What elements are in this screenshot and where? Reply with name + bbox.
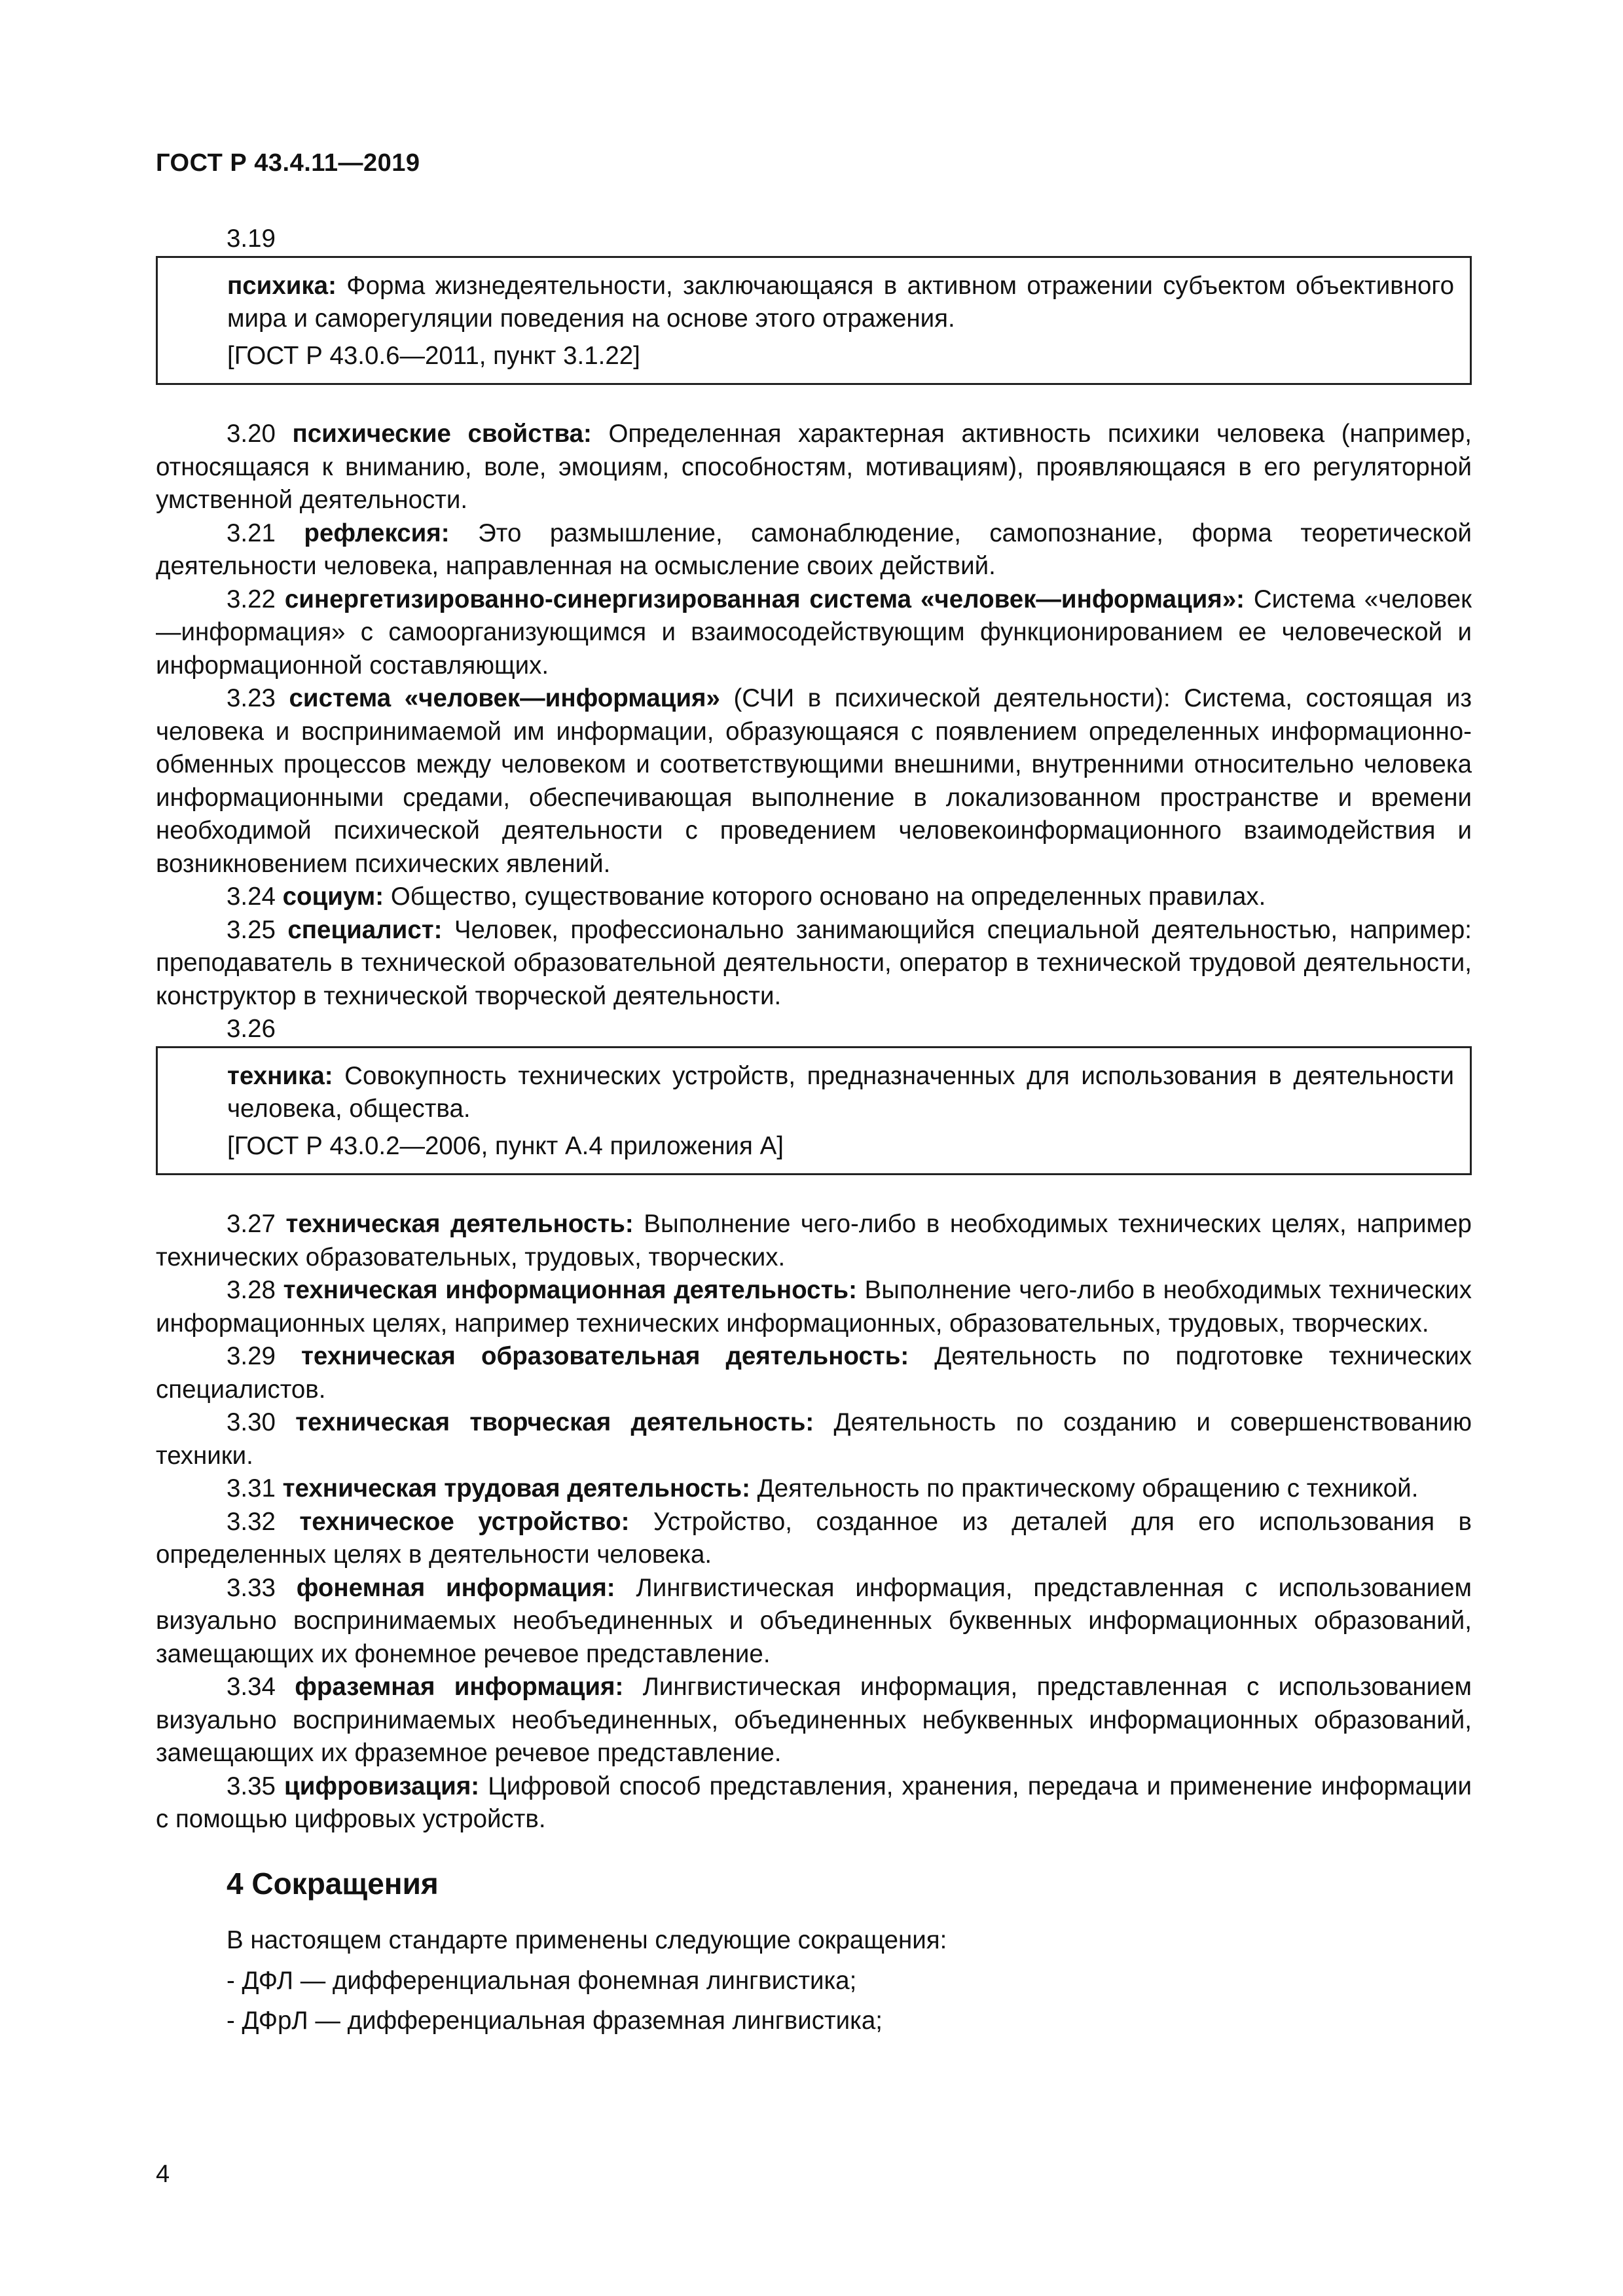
term-entry bbox=[156, 881, 1472, 914]
term-entry bbox=[156, 1506, 1472, 1572]
page-number: 4 bbox=[156, 2160, 170, 2188]
term-entry bbox=[156, 418, 1472, 517]
section-title: 4 Сокращения bbox=[227, 1866, 439, 1901]
definition-text: Лингвистическая информация, представленная с использованием визуально воспринимаемых необъединенных и объединенных буквенных информационных образований, замещающих их фонемное речевое представление. bbox=[156, 1573, 1472, 1668]
term-number: 3.19 bbox=[227, 225, 276, 253]
term-entry bbox=[156, 1572, 1472, 1671]
term-name: система «человек—информация» bbox=[289, 684, 720, 712]
definition-text: Система «человек—информация» с самоорганизующимся и взаимосодействующим функционированием ее человеческой и информационной составляющих. bbox=[156, 585, 1472, 680]
term-name: цифровизация: bbox=[284, 1772, 480, 1800]
definition-text: Форма жизнедеятельности, заключающаяся в активном отражении субъектом объективного мира и саморегуляции поведения на основе этого отражения. bbox=[227, 271, 1454, 333]
term-name: техническая образовательная деятельность: bbox=[301, 1342, 909, 1370]
section-intro: В настоящем стандарте применены следующие сокращения: bbox=[227, 1925, 947, 1954]
definition-text: Общество, существование которого основано на определенных правилах. bbox=[384, 883, 1266, 911]
term-definition bbox=[227, 270, 1454, 336]
definition-text: Определенная характерная активность психики человека (например, относящаяся к вниманию, воле, эмоциям, способностям, мотивациям), проявляющаяся в его регуляторной умственной деятельности. bbox=[156, 420, 1472, 514]
quoted-definition-box bbox=[156, 1046, 1472, 1176]
term-name: техническая деятельность: bbox=[285, 1210, 634, 1238]
term-entry bbox=[156, 1274, 1472, 1340]
term-name: техническое устройство: bbox=[299, 1507, 630, 1536]
definition-text: Выполнение чего-либо в необходимых технических информационных целях, например технических информационных, образовательных, трудовых, творческих. bbox=[156, 1276, 1472, 1338]
definition-text: Человек, профессионально занимающийся специальной деятельностью, например: преподаватель в технической образовательной деятельности, оператор в технической трудовой деятельности, конструктор в технической творческой деятельности. bbox=[156, 915, 1472, 1010]
definition-text: Деятельность по практическому обращению с техникой. bbox=[750, 1474, 1419, 1503]
term-name: социум: bbox=[282, 883, 384, 911]
term-entry bbox=[156, 1406, 1472, 1472]
definition-text: Лингвистическая информация, представленная с использованием визуально воспринимаемых необъединенных, объединенных небуквенных информационных образований, замещающих их фраземное речевое представление. bbox=[156, 1673, 1472, 1767]
term-entry bbox=[156, 1208, 1472, 1274]
term-number: 3.27 bbox=[227, 1210, 286, 1238]
source-reference: [ГОСТ Р 43.0.6—2011, пункт 3.1.22] bbox=[227, 341, 640, 370]
page-content bbox=[156, 223, 1472, 2044]
term-number: 3.34 bbox=[227, 1673, 295, 1701]
term-entry bbox=[156, 1472, 1472, 1506]
definition-text: Деятельность по созданию и совершенствованию техники. bbox=[156, 1408, 1472, 1470]
term-number: 3.23 bbox=[227, 684, 289, 712]
term-entry bbox=[156, 517, 1472, 583]
abbreviation-item: - ДФрЛ — дифференциальная фраземная лингвистика; bbox=[227, 2006, 883, 2035]
document-header: ГОСТ Р 43.4.11—2019 bbox=[156, 149, 420, 177]
term-name: специалист: bbox=[287, 915, 443, 944]
term-name: психика: bbox=[227, 271, 337, 300]
term-entry bbox=[156, 1340, 1472, 1406]
quoted-definition-box bbox=[156, 256, 1472, 386]
term-number: 3.32 bbox=[227, 1507, 300, 1536]
term-number: 3.30 bbox=[227, 1408, 296, 1436]
term-name: рефлексия: bbox=[304, 519, 450, 547]
term-name: техническая трудовая деятельность: bbox=[282, 1474, 750, 1503]
term-number: 3.31 bbox=[227, 1474, 283, 1503]
term-name: психические свойства: bbox=[292, 420, 592, 448]
term-entry bbox=[156, 583, 1472, 683]
abbreviation-item: - ДФЛ — дифференциальная фонемная лингвистика; bbox=[227, 1967, 857, 1995]
term-number: 3.20 bbox=[227, 420, 293, 448]
term-name: техническая информационная деятельность: bbox=[283, 1276, 857, 1304]
term-number: 3.22 bbox=[227, 585, 285, 613]
term-definition bbox=[227, 1060, 1454, 1126]
definition-text: Это размышление, самонаблюдение, самопознание, форма теоретической деятельности человека, направленная на осмысление своих действий. bbox=[156, 519, 1472, 580]
term-number: 3.33 bbox=[227, 1573, 297, 1602]
term-entry bbox=[156, 1770, 1472, 1836]
term-name: фраземная информация: bbox=[295, 1673, 624, 1701]
term-entry bbox=[156, 1671, 1472, 1770]
source-reference: [ГОСТ Р 43.0.2—2006, пункт А.4 приложения А] bbox=[227, 1131, 784, 1160]
term-number: 3.35 bbox=[227, 1772, 285, 1800]
term-number: 3.26 bbox=[227, 1015, 276, 1043]
term-name: техническая творческая деятельность: bbox=[295, 1408, 814, 1436]
term-name: синергетизированно-синергизированная система «человек—информация»: bbox=[284, 585, 1245, 613]
term-name: фонемная информация: bbox=[296, 1573, 615, 1602]
term-number: 3.21 bbox=[227, 519, 304, 547]
term-number: 3.25 bbox=[227, 915, 288, 944]
definition-text: Устройство, созданное из деталей для его использования в определенных целях в деятельности человека. bbox=[156, 1507, 1472, 1569]
definition-text: Совокупность технических устройств, предназначенных для использования в деятельности человека, общества. bbox=[227, 1061, 1454, 1123]
definition-text: (СЧИ в психической деятельности): Система, состоящая из человека и воспринимаемой им информации, образующаяся с появлением определенных информационно-обменных процессов между человеком и соответствующими внешними, внутренними относительно человека информационными средами, обеспечивающая выполнение в локализованном пространстве и времени необходимой психической деятельности с проведением человекоинформационного взаимодействия и возникновением психических явлений. bbox=[156, 684, 1472, 878]
term-entry bbox=[156, 682, 1472, 881]
definition-text: Цифровой способ представления, хранения, передача и применение информации с помощью цифровых устройств. bbox=[156, 1772, 1472, 1833]
definition-text: Выполнение чего-либо в необходимых технических целях, например технических образовательных, трудовых, творческих. bbox=[156, 1210, 1472, 1271]
term-name: техника: bbox=[227, 1061, 333, 1090]
term-number: 3.24 bbox=[227, 883, 283, 911]
term-entry bbox=[156, 914, 1472, 1013]
term-number: 3.29 bbox=[227, 1342, 301, 1370]
definition-text: Деятельность по подготовке технических специалистов. bbox=[156, 1342, 1472, 1404]
term-number: 3.28 bbox=[227, 1276, 283, 1304]
